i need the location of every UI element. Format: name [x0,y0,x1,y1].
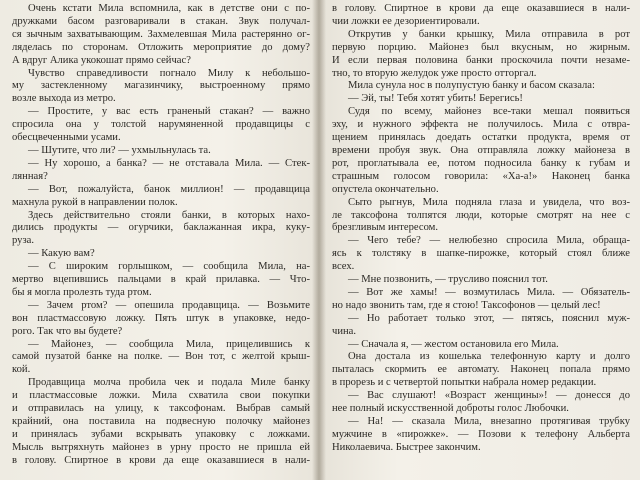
left-page-text-line: Продавщица молча пробила чек и подала Миле банку [28,377,310,389]
left-page-text-line: Очень кстати Мила вспомнила, как в детстве они с по- [28,3,310,14]
right-page-text-line: нее полный искусственной доброты голос Любочки. [332,403,569,415]
right-page-text-line: брезгливым интересом. [332,222,439,234]
left-page-text-line: ляделась по сторонам. Отложить мероприятие до дому? [12,41,310,53]
left-page-text-line: и отправилась на улицу, к таксофонам. Выбрав самый [12,403,310,415]
right-page-text-line: — Мне позвонить, — трусливо пояснил тот. [348,274,548,286]
left-page-text-line: спросила она у толстой нарумяненной продавщицы с [12,119,310,131]
right-page-text-line: Сыто рыгнув, Мила подняла глаза и увидела, что воз- [348,196,630,208]
left-page [0,0,318,480]
left-page-text-line: — Ну хорошо, а банка? — не отставала Мила. — Стек- [28,157,310,169]
right-page-text-line: страшным голосом говорила: «Ха-а!» Наконец банка [332,170,630,182]
right-page-text-line: всех. [332,261,355,273]
left-page-text-line: лянная? [12,170,48,182]
left-page-text-line: — Вот, пожалуйста, банок миллион! — продавщица [28,183,310,195]
right-page-text-line: мужчине в «пирожке». — Позови к телефону Альберта [332,428,630,440]
left-page-text-line: — Какую вам? [28,248,95,260]
left-page-text-line: Чувство справедливости погнало Милу к небольшо- [28,67,310,79]
left-page-text-line: Здесь действительно стояли банки, в которых нахо- [28,209,310,221]
right-page-text-line: ясь к толстяку в шапке-пирожке, который стоял ближе [332,248,630,260]
left-page-text-line: дружками басом разговаривали в стакан. Звук получал- [12,15,310,27]
right-page-text-line: Открутив у банки крышку, Мила отправила в рот [348,28,630,40]
left-page-text-line: — Шутите, что ли? — ухмыльнулась та. [28,144,211,156]
right-page-text-line: в прорезь и с четвертой попытки набрала номер редакции. [332,377,597,389]
right-page-text-line: Судя по всему, майонез все-таки мешал появиться [348,106,630,118]
right-page-text-line: Николаевича. Быстрее закончим. [332,441,481,453]
left-page-text-line: му застекленному магазинчику, выстроенному прямо [12,80,310,92]
right-page-text-line: но надо звонить там, где я стою! Таксофонов — целый лес! [332,299,601,311]
left-page-text-line: в голову. Спиртное в крови да еще оказавшиеся в нали- [12,454,310,466]
left-page-text-line: Мысль вытряхнуть майонез в урну просто не пришла ей [12,441,310,453]
left-page-text-line: крайний, она поставила на подвесную полочку майонез [12,416,310,427]
right-page-text-line: И если первая половина банки проскочила почти незаме- [332,54,630,66]
right-page-text-line: тно, то вторую желудок уже просто отторгал. [332,67,537,79]
right-page-text-line: — Эй, ты! Тебя хотят убить! Берегись! [348,93,523,105]
book-gutter [312,0,326,480]
right-page-text-line: — На! — сказала Мила, внезапно протягивая трубку [348,416,630,427]
left-page-text-line: и принялась зубами вскрывать упаковку с ложками. [12,428,310,440]
left-page-text-line: бы я могла пролезть туда ртом. [12,286,152,298]
left-page-text-line: махнула рукой в направлении полок. [12,196,178,208]
right-page-text-line: в голову. Спиртное в крови да еще оказавшиеся в нали- [332,3,630,14]
left-page-text-line: обесцвеченными усами. [12,132,121,144]
right-page-text-line: первую порцию. Майонез был вкусным, но жирным. [332,41,630,53]
right-page-text-line: Она достала из кошелька телефонную карту и долго [348,351,630,363]
left-page-text-line: — С широким горлышком, — сообщила Мила, на- [28,261,310,273]
right-page-text-line: пыталась скормить ее автомату. Наконец попала прямо [332,364,630,376]
right-page-text-line: ле таксофона толпятся люди, которые смотрят на нее с [332,209,630,221]
left-page-text-line: мертво вцепившись пальцами в край прилавка. — Что- [12,274,310,286]
left-page-text-line: вон пластмассовую ложку. Пять штук в упаковке, недо- [12,312,310,324]
right-page-text-line: Мила сунула нос в полупустую банку и басом сказала: [348,80,595,92]
right-page-text-line: рот, проглатывала ее, потом подносила банку к губам и [332,157,630,169]
left-page-text-line: — Зачем ртом? — опешила продавщица. — Возьмите [28,299,310,311]
right-page-text-line: опустела окончательно. [332,183,439,195]
left-page-text-line: — Простите, у вас есть граненый стакан? — важно [28,106,310,118]
right-page-text-line: — Чего тебе? — нелюбезно спросила Мила, обраща- [348,235,630,247]
right-page-text-line: — Сначала я, — жестом остановила его Мила. [348,338,559,350]
left-page-text-line: А вдруг Алика укокошат прямо сейчас? [12,54,191,66]
left-page-text-line: руза. [12,235,34,247]
left-page-text-line: рого. Так что вы будете? [12,325,123,337]
left-page-text-line: ся зычным захватывающим. Захмелевшая Мила растерянно ог- [12,28,310,40]
right-page-text-line: — Вот же хамы! — возмутилась Мила. — Обязатель- [348,286,630,298]
left-page-text-line: самой пузатой банке на полке. — Вон тот, с желтой крыш- [12,351,310,363]
left-page-text-line: возле выхода из метро. [12,93,116,105]
right-page [318,0,640,480]
left-page-text-line: — Майонез, — сообщила Мила, прицелившись к [28,338,310,350]
right-page-text-line: чии ложки ее дезориентировали. [332,15,480,27]
right-page-text-line: — Но работает только этот, — пятясь, пояснил муж- [348,312,630,324]
right-page-text-line: чина. [332,325,357,337]
right-page-text-line: эху, и нужного эффекта не получилось. Мила с отвра- [332,119,630,131]
right-page-text-line: — Вас слушают! «Возраст женщины»! — донесся до [348,390,630,402]
left-page-text-line: кой. [12,364,31,376]
left-page-text-line: дились продукты — огурчики, баклажанная икра, куку- [12,222,310,234]
right-page-text-line: времени пробуя звук. Она отправляла ложку майонеза в [332,144,630,156]
right-page-text-line: щением принялась доедать остатки продукта, время от [332,132,630,144]
left-page-text-line: и пластмассовые ложки. Мила схватила свои покупки [12,390,310,402]
